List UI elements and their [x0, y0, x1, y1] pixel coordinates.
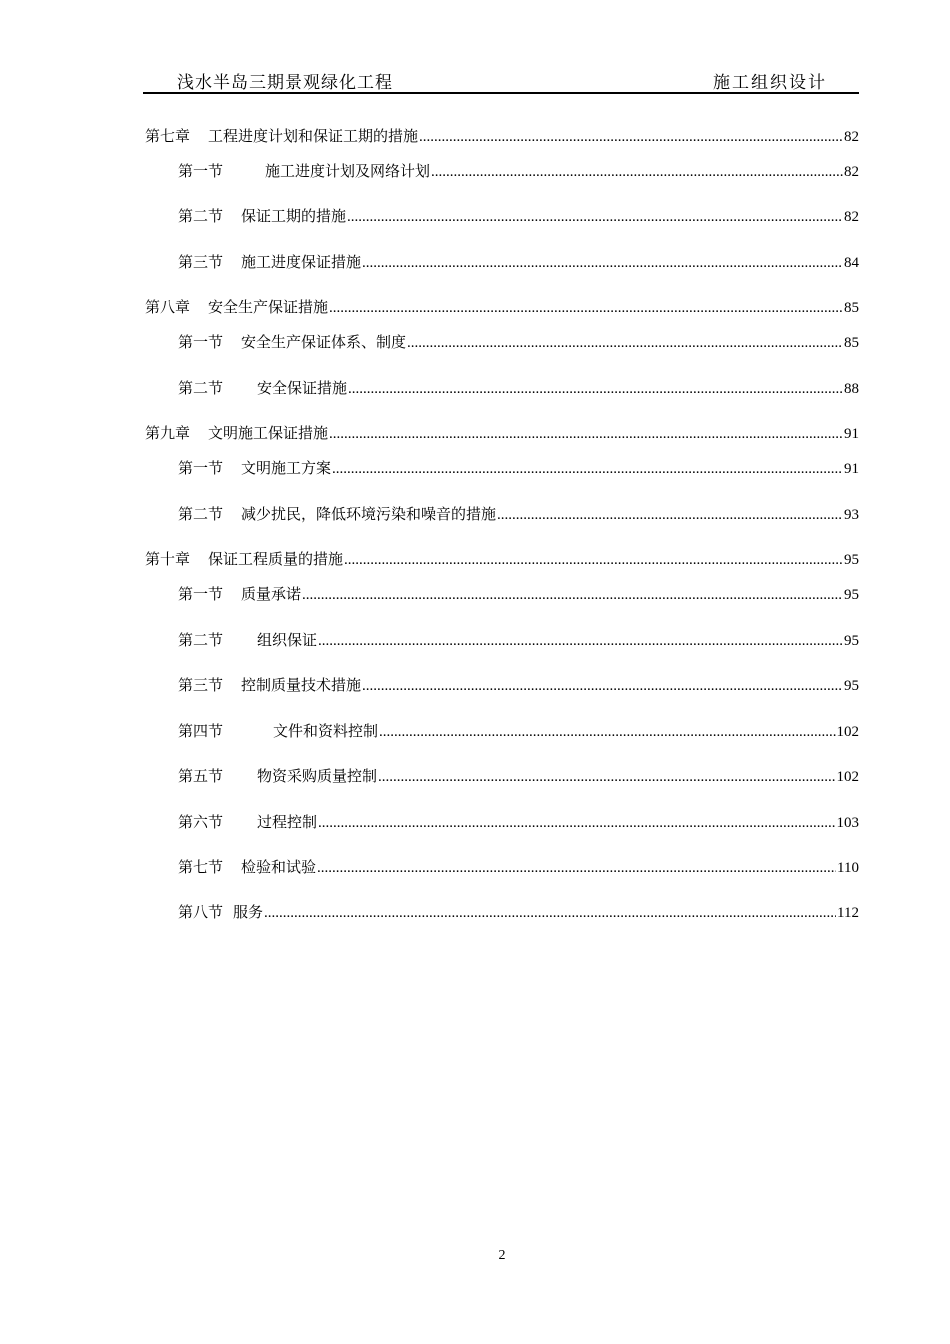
toc-entry-number: 第二节: [178, 209, 224, 225]
toc-dot-leader: [317, 858, 836, 878]
toc-entry-number: 第三节: [178, 255, 224, 271]
toc-entry-title: 施工进度计划及网络计划: [265, 164, 431, 180]
toc-entry-page: 82: [844, 164, 859, 180]
toc-entry-title: 质量承诺: [241, 587, 302, 603]
toc-dot-leader: [497, 505, 843, 525]
toc-entry-title: 文明施工保证措施: [208, 426, 329, 442]
toc-section-8-1[interactable]: [178, 333, 859, 353]
toc-entry-page: 82: [844, 129, 859, 145]
toc-entry-page: 84: [844, 255, 859, 271]
toc-section-10-4[interactable]: [178, 722, 859, 742]
toc-entry-title: 安全生产保证措施: [208, 300, 329, 316]
toc-entry-page: 88: [844, 381, 859, 397]
toc-entry-number: 第七节: [178, 860, 224, 876]
header-project-title: 浅水半岛三期景观绿化工程: [177, 73, 393, 93]
toc-entry-number: 第十章: [145, 552, 191, 568]
toc-dot-leader: [431, 162, 843, 182]
toc-chapter-8[interactable]: [145, 298, 859, 318]
toc-dot-leader: [332, 459, 843, 479]
toc-entry-page: 102: [836, 724, 859, 740]
toc-section-10-6[interactable]: [178, 813, 859, 833]
toc-entry-page: 95: [844, 552, 859, 568]
toc-chapter-7[interactable]: [145, 127, 859, 147]
toc-entry-title: 文明施工方案: [241, 461, 332, 477]
toc-entry-number: 第四节: [178, 724, 224, 740]
toc-entry-title: 服务: [233, 905, 264, 921]
toc-dot-leader: [302, 585, 843, 605]
toc-entry-page: 85: [844, 300, 859, 316]
toc-entry-number: 第一节: [178, 335, 224, 351]
toc-entry-title: 检验和试验: [241, 860, 317, 876]
toc-section-9-1[interactable]: [178, 459, 859, 479]
toc-dot-leader: [379, 722, 835, 742]
toc-dot-leader: [378, 767, 835, 787]
toc-dot-leader: [329, 424, 843, 444]
toc-entry-page: 93: [844, 507, 859, 523]
toc-entry-title: 施工进度保证措施: [241, 255, 362, 271]
toc-dot-leader: [318, 631, 843, 651]
toc-entry-title: 保证工期的措施: [241, 209, 347, 225]
toc-entry-title: 安全生产保证体系、制度: [241, 335, 407, 351]
toc-entry-number: 第二节: [178, 633, 224, 649]
toc-entry-number: 第一节: [178, 587, 224, 603]
toc-section-7-2[interactable]: [178, 207, 859, 227]
toc-entry-number: 第八节: [178, 905, 224, 921]
toc-entry-page: 91: [844, 461, 859, 477]
toc-entry-page: 91: [844, 426, 859, 442]
toc-entry-page: 95: [844, 587, 859, 603]
toc-entry-page: 103: [836, 815, 859, 831]
toc-section-10-3[interactable]: [178, 676, 859, 696]
toc-entry-page: 102: [836, 769, 859, 785]
toc-dot-leader: [362, 253, 843, 273]
toc-section-10-5[interactable]: [178, 767, 859, 787]
toc-dot-leader: [318, 813, 835, 833]
toc-entry-number: 第三节: [178, 678, 224, 694]
toc-section-10-2[interactable]: [178, 631, 859, 651]
toc-entry-number: 第六节: [178, 815, 224, 831]
toc-section-7-1[interactable]: [178, 162, 859, 182]
toc-dot-leader: [407, 333, 843, 353]
toc-entry-number: 第五节: [178, 769, 224, 785]
toc-entry-number: 第一节: [178, 164, 224, 180]
toc-entry-title: 过程控制: [257, 815, 318, 831]
toc-section-10-1[interactable]: [178, 585, 859, 605]
page-number: 2: [498, 1248, 506, 1263]
toc-entry-page: 85: [844, 335, 859, 351]
toc-dot-leader: [362, 676, 843, 696]
toc-section-10-8[interactable]: [178, 903, 859, 923]
toc-entry-page: 110: [837, 860, 859, 876]
toc-entry-title: 减少扰民，降低环境污染和噪音的措施: [241, 507, 497, 523]
toc-dot-leader: [347, 207, 843, 227]
toc-entry-page: 112: [837, 905, 859, 921]
toc-section-9-2[interactable]: [178, 505, 859, 525]
toc-entry-number: 第一节: [178, 461, 224, 477]
toc-chapter-9[interactable]: [145, 424, 859, 444]
toc-entry-number: 第八章: [145, 300, 191, 316]
toc-entry-number: 第二节: [178, 381, 224, 397]
toc-chapter-10[interactable]: [145, 550, 859, 570]
toc-dot-leader: [329, 298, 843, 318]
header-document-type: 施工组织设计: [713, 73, 827, 93]
toc-dot-leader: [419, 127, 843, 147]
toc-dot-leader: [344, 550, 843, 570]
toc-section-8-2[interactable]: [178, 379, 859, 399]
toc-entry-title: 安全保证措施: [257, 381, 348, 397]
toc-section-7-3[interactable]: [178, 253, 859, 273]
toc-entry-number: 第七章: [145, 129, 191, 145]
toc-dot-leader: [264, 903, 836, 923]
toc-entry-page: 82: [844, 209, 859, 225]
toc-entry-title: 物资采购质量控制: [257, 769, 378, 785]
toc-entry-number: 第二节: [178, 507, 224, 523]
toc-entry-title: 控制质量技术措施: [241, 678, 362, 694]
toc-entry-number: 第九章: [145, 426, 191, 442]
toc-entry-title: 工程进度计划和保证工期的措施: [208, 129, 419, 145]
toc-entry-title: 保证工程质量的措施: [208, 552, 344, 568]
toc-entry-page: 95: [844, 678, 859, 694]
toc-entry-title: 文件和资料控制: [273, 724, 379, 740]
toc-section-10-7[interactable]: [178, 858, 859, 878]
toc-entry-page: 95: [844, 633, 859, 649]
toc-entry-title: 组织保证: [257, 633, 318, 649]
toc-dot-leader: [348, 379, 843, 399]
